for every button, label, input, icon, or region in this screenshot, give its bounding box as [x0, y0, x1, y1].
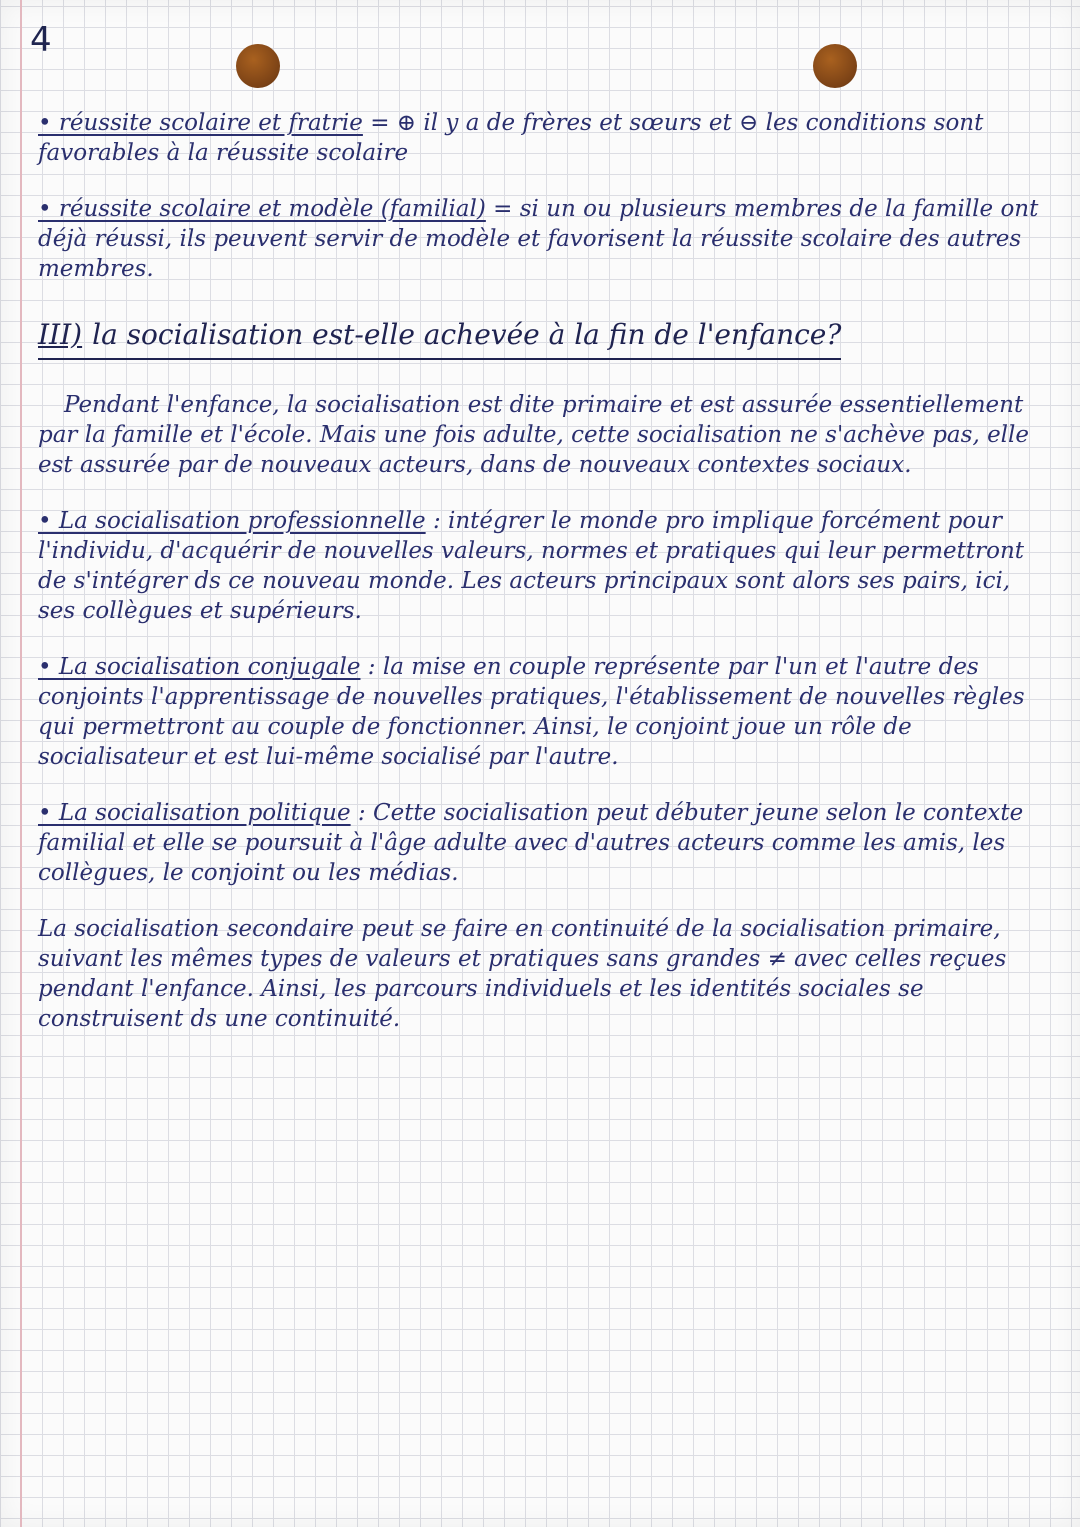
heading-text: la socialisation est-elle achevée à la fin de l'enfance? — [92, 318, 842, 351]
paragraph-modele — [38, 194, 1043, 284]
paragraph-secondaire — [38, 914, 1043, 1034]
body-professionnelle: : intégrer le monde pro implique forcément pour l'individu, d'acquérir de nouvelles valeurs, normes et pratiques qui leur permettront de s'intégrer ds ce nouveau monde. Les acteurs principaux sont alors ses pairs, ici, ses collègues et supérieurs. — [38, 508, 1025, 624]
body-fratrie: = ⊕ il y a de frères et sœurs et ⊖ les conditions sont favorables à la réussite scolaire — [38, 110, 984, 166]
section-heading — [38, 316, 841, 360]
body-secondaire: La socialisation secondaire peut se faire en continuité de la socialisation primaire, suivant les mêmes types de valeurs et pratiques sans grandes ≠ avec celles reçues pendant l'enfance. Ainsi, les parcours individuels et les identités sociales se construisent ds une continuité. — [38, 916, 1007, 1032]
title-fratrie: • réussite scolaire et fratrie — [38, 110, 363, 136]
paragraph-fratrie — [38, 108, 1043, 168]
binder-hole-left — [236, 44, 280, 88]
paragraph-conjugale — [38, 652, 1043, 772]
page-number: 4 — [30, 20, 52, 60]
title-professionnelle: • La socialisation professionnelle — [38, 508, 426, 534]
binder-hole-right — [813, 44, 857, 88]
body-intro: Pendant l'enfance, la socialisation est dite primaire et est assurée essentiellement par la famille et l'école. Mais une fois adulte, cette socialisation ne s'achève pas, elle est assurée par de nouveaux acteurs, dans de nouveaux contextes sociaux. — [38, 392, 1029, 478]
body-modele: = si un ou plusieurs membres de la famille ont déjà réussi, ils peuvent servir de modèle et favorisent la réussite scolaire des autres membres. — [38, 196, 1039, 282]
body-conjugale: : la mise en couple représente par l'un et l'autre des conjoints l'apprentissage de nouvelles pratiques, l'établissement de nouvelles règles qui permettront au couple de fonctionner. Ainsi, le conjoint joue un rôle de socialisateur et est lui-même socialisé par l'autre. — [38, 654, 1025, 770]
heading-roman-numeral: III) — [38, 318, 83, 351]
title-modele: • réussite scolaire et modèle (familial) — [38, 196, 486, 222]
paragraph-professionnelle — [38, 506, 1043, 626]
title-politique: • La socialisation politique — [38, 800, 351, 826]
paragraph-politique — [38, 798, 1043, 888]
body-politique: : Cette socialisation peut débuter jeune selon le contexte familial et elle se poursuit à l'âge adulte avec d'autres acteurs comme les amis, les collègues, le conjoint ou les médias. — [38, 800, 1024, 886]
title-conjugale: • La socialisation conjugale — [38, 654, 361, 680]
notes-content — [38, 108, 1043, 1060]
margin-line — [20, 0, 22, 1527]
paragraph-intro — [38, 390, 1043, 480]
